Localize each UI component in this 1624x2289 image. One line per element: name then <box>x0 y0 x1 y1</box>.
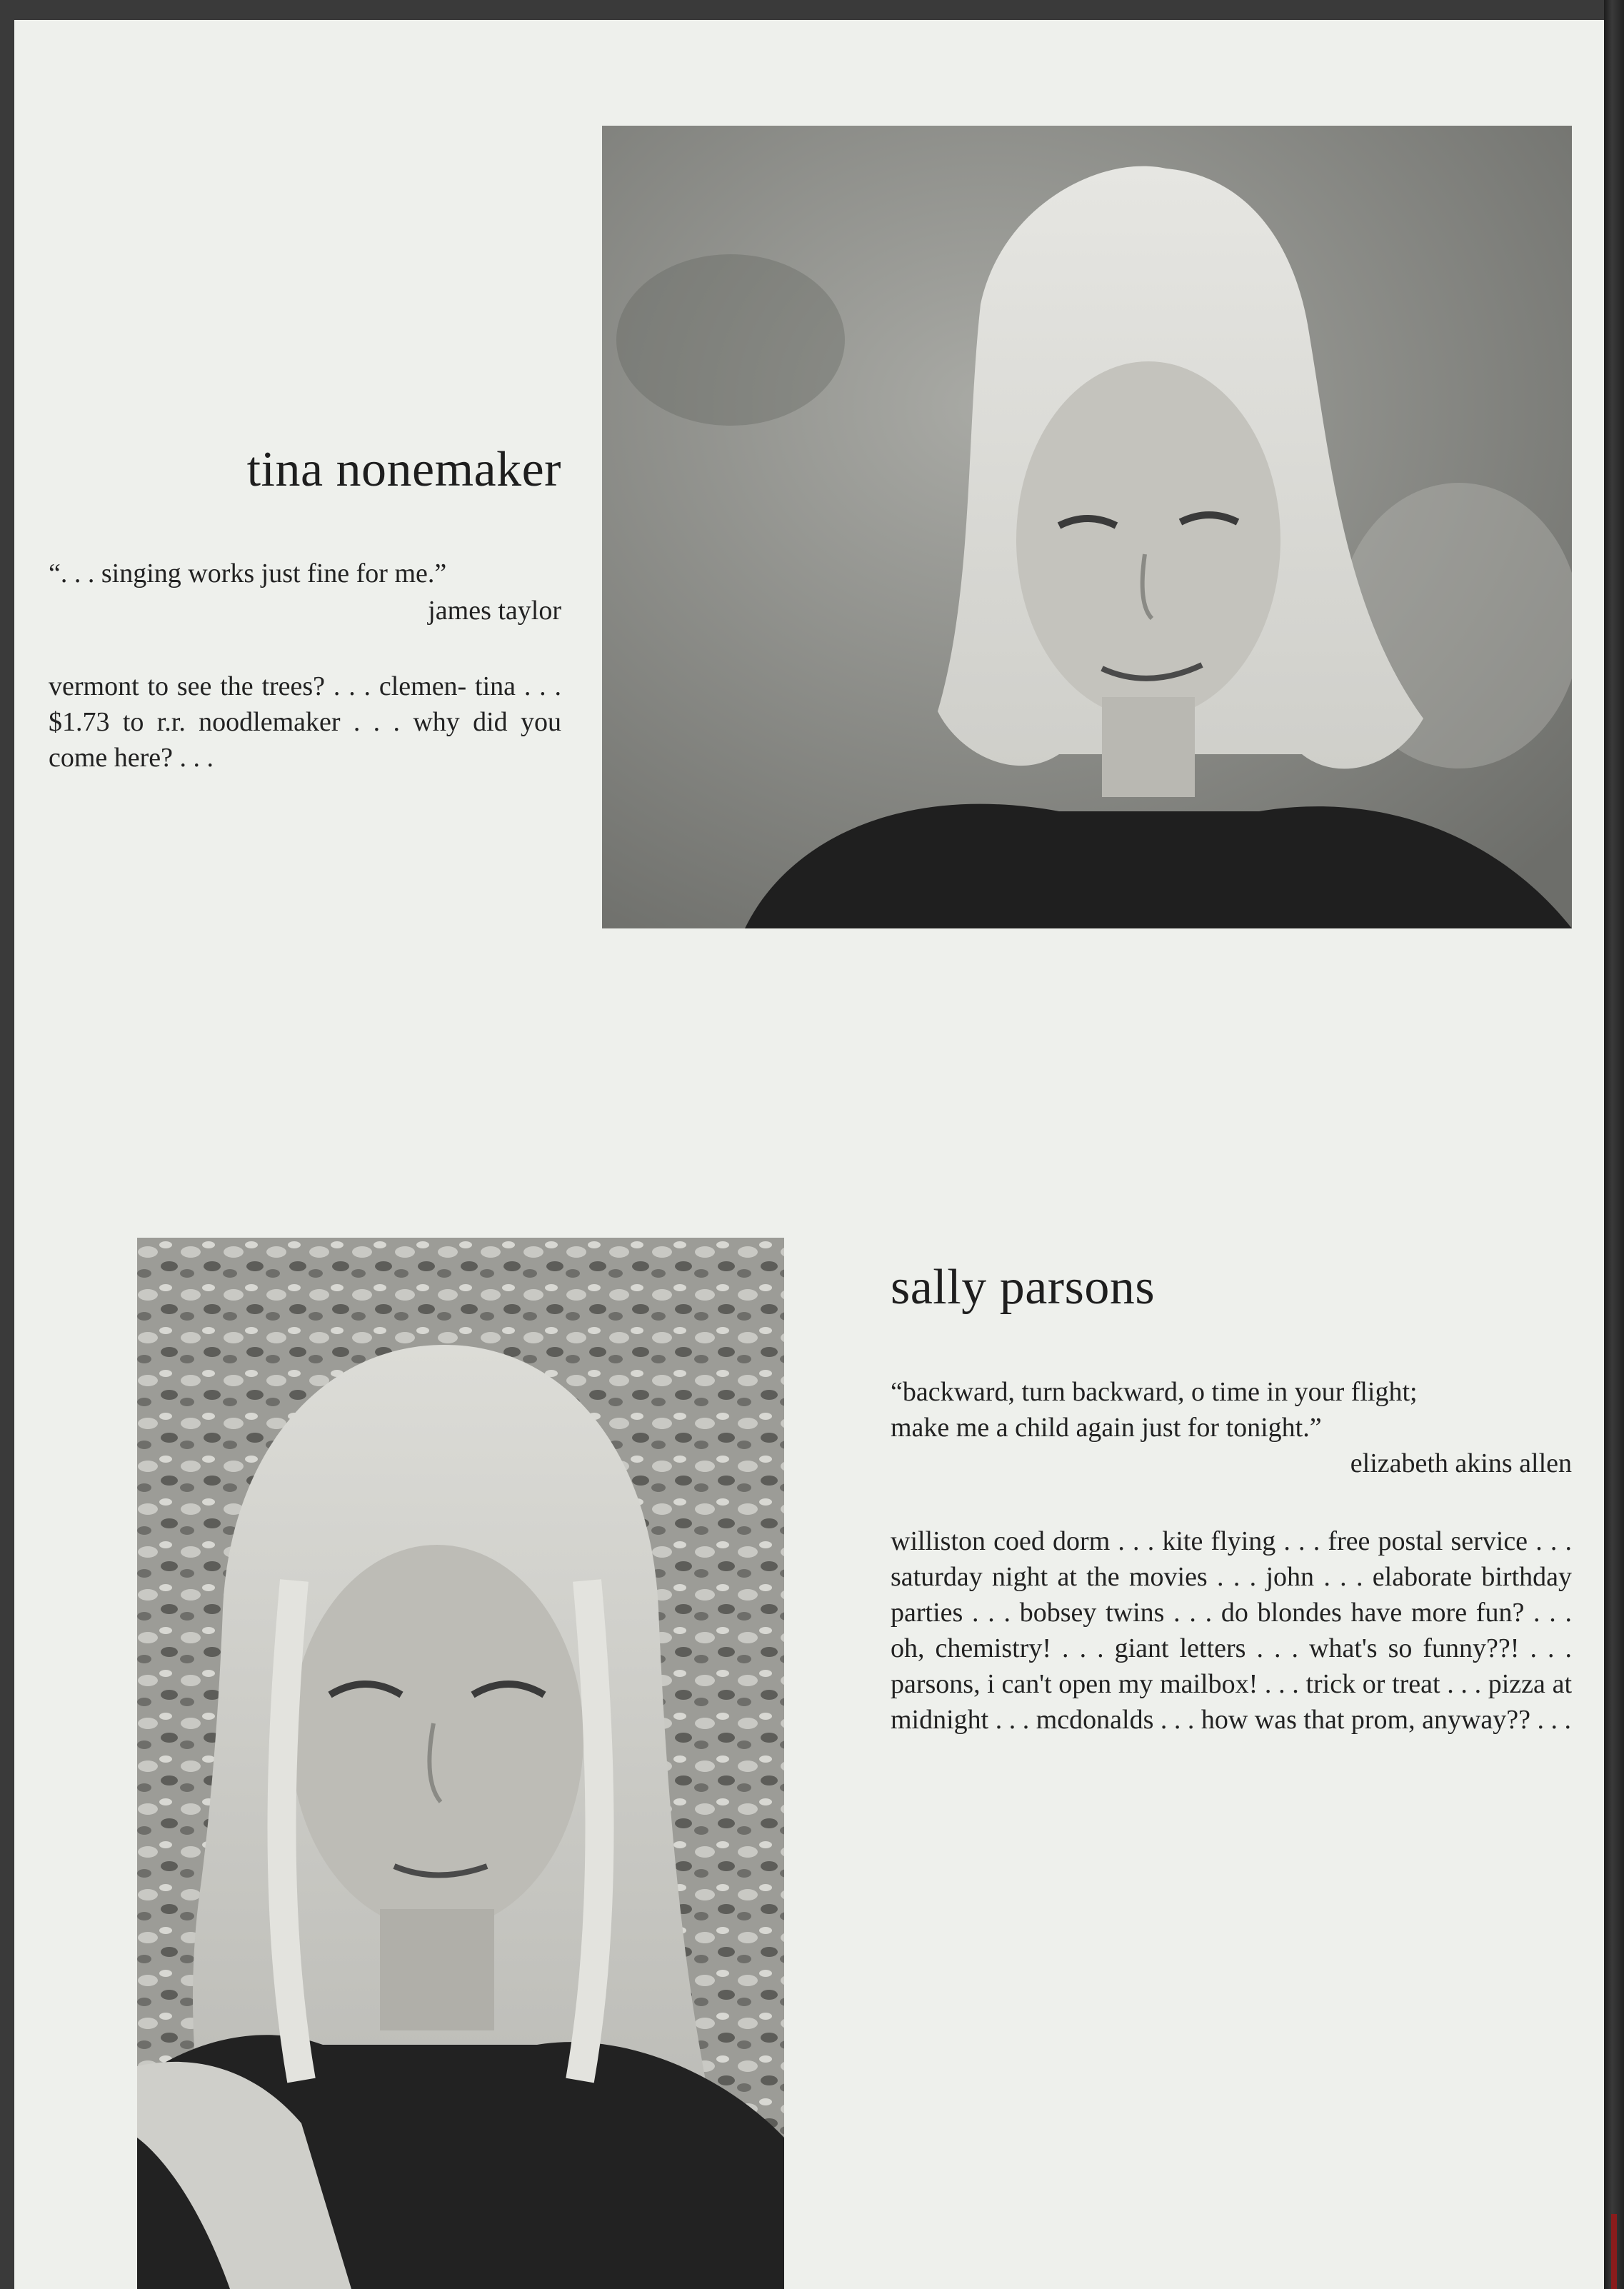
quote-author: elizabeth akins allen <box>1350 1448 1572 1478</box>
student-quote: “backward, turn backward, o time in your flight; <box>891 1377 1418 1407</box>
student-name: sally parsons <box>891 1260 1156 1315</box>
portrait-photo <box>137 1238 784 2289</box>
student-name: tina nonemaker <box>246 442 561 497</box>
quote-author: james taylor <box>428 596 561 626</box>
student-notes: vermont to see the trees? . . . clemen- tina . . . $1.73 to r.r. noodlemaker . . . why did you come here? . . . <box>49 671 561 773</box>
portrait-photo-graphic <box>602 126 1572 928</box>
book-binding-edge <box>1604 0 1624 2289</box>
student-quote: “. . . singing works just fine for me.” <box>49 559 447 588</box>
portrait-photo <box>602 126 1572 928</box>
book-binding-ribbon <box>1611 2214 1617 2289</box>
student-notes: williston coed dorm . . . kite flying . . . free postal service . . . saturday night at the movies . . . john . . . elaborate birthday parties . . . bobsey twins . . . do blondes have more fun? . . . oh, chemistry! . . . giant letters . . . what's so funny??! . . . parsons, i can't open my mailbox! . . . trick or treat . . . pizza at midnight . . . mcdonalds . . . how was that prom, anyway?? . . . <box>891 1526 1572 1735</box>
student-quote: make me a child again just for tonight.” <box>891 1413 1322 1443</box>
yearbook-page <box>14 20 1604 2289</box>
portrait-photo-graphic <box>137 1238 784 2289</box>
